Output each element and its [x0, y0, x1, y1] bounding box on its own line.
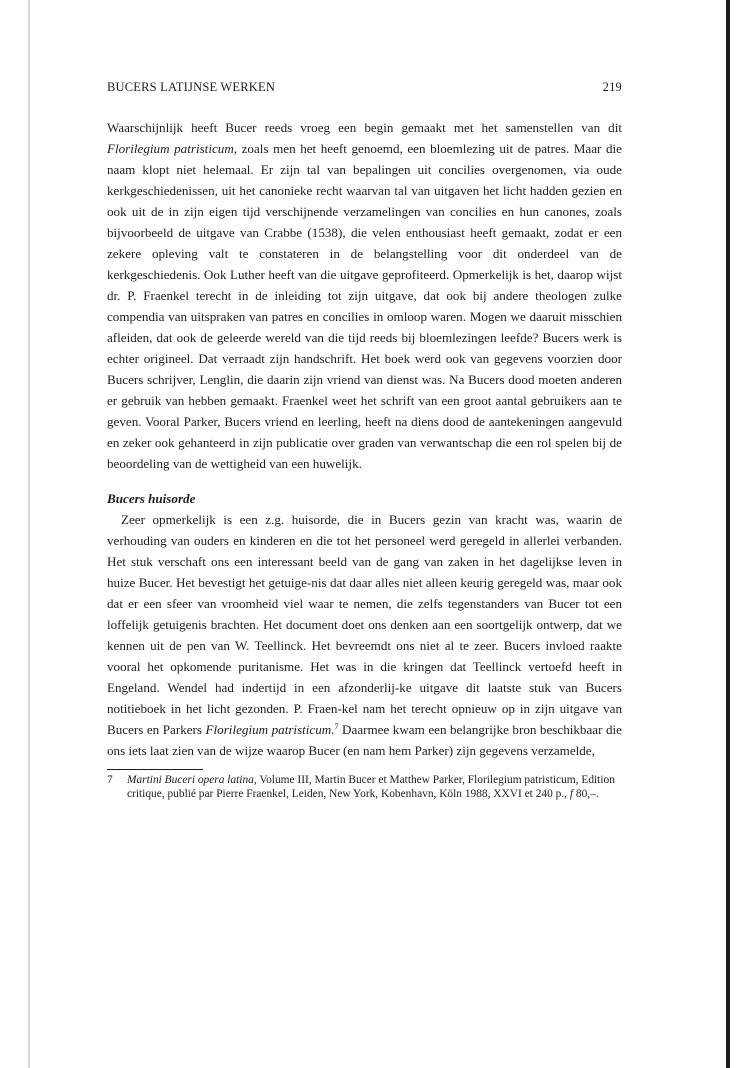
paragraph-2-work-title: Florilegium patristicum. [205, 722, 335, 737]
paragraph-1 [107, 117, 622, 474]
footnote [107, 774, 622, 801]
footnote-body: Volume III, Martin Bucer et Matthew Parker, Florilegium patristicum, Edition critique, publié par Pierre Fraenkel, Leiden, New York, Kobenhavn, Köln 1988, XXVI et 240 p., [127, 774, 615, 800]
running-header [107, 80, 622, 96]
footnote-divider [107, 769, 203, 770]
section-heading: Bucers huisorde [107, 491, 196, 506]
book-page [107, 80, 622, 801]
body-text [107, 117, 622, 761]
paragraph-1-work-title: Florilegium patristicum, [107, 141, 238, 156]
footnote-text [127, 774, 622, 801]
footnote-work-title: Martini Buceri opera latina, [127, 774, 257, 786]
paragraph-2-text-a: Zeer opmerkelijk is een z.g. huisorde, die in Bucers gezin van kracht was, waarin de verhouding van ouders en kinderen en die tot het personeel werd geregeld in allerlei verbanden. Het stuk verschaft ons een interessant beeld van de gang van zaken in het dagelijkse leven in huize Bucer. Het bevestigt het getuige-nis dat daar alles niet alleen keurig geregeld was, maar ook dat er een sfeer van vroomheid viel waar te nemen, die zelfs tegenstanders van Bucer tot een loffelijk getuigenis brachten. Het document doet ons denken aan een soortgelijk ontwerp, dat we kennen uit de pen van W. Teellinck. Het bevreemdt ons niet al te zeer. Bucers invloed raakte vooral het opkomende puritanisme. Het was in die kringen dat Teellinck vertoefd heeft in Engeland. Wendel had indertijd in een afzonderlij-ke uitgave dit laatste stuk van Bucers notitieboek in het licht gezonden. P. Fraen-kel nam het terecht opnieuw op in zijn uitgave van Bucers en Parkers [107, 512, 622, 737]
paragraph-1-text-a: Waarschijnlijk heeft Bucer reeds vroeg een begin gemaakt met het samenstellen van dit [107, 120, 622, 135]
running-title: BUCERS LATIJNSE WERKEN [107, 80, 276, 94]
footnote-number: 7 [107, 774, 113, 786]
scan-edge-right [726, 0, 730, 1068]
page-number: 219 [602, 80, 622, 94]
scan-edge-left [28, 0, 30, 1068]
footnote-price-symbol: f [569, 787, 574, 800]
paragraph-2-text-b: Daarmee kwam een belangrijke bron beschikbaar die ons iets laat zien van de wijze waarop Bucer (en nam hem Parker) zijn gegevens verzamelde, [107, 722, 622, 758]
paragraph-2 [107, 509, 622, 761]
footnote-price: 80,–. [573, 787, 599, 800]
footnote-reference[interactable]: 7 [334, 722, 339, 731]
paragraph-1-text-b: zoals men het heeft genoemd, een bloemlezing uit de patres. Maar die naam klopt niet helemaal. Er zijn tal van bepalingen uit concilies overgenomen, via oude kerkgeschiedenissen, uit het canonieke recht waarvan tal van uitgaven het licht hadden gezien en ook uit de in zijn eigen tijd verschijnende verzamelingen van concilies en hun canones, zoals bijvoorbeeld de uitgave van Crabbe (1538), die velen enthousiast heeft gemaakt, zodat er een zekere opleving valt te constateren in de belangstelling voor dit onderdeel van de kerkgeschiedenis. Ook Luther heeft van die uitgave geprofiteerd. Opmerkelijk is het, daarop wijst dr. P. Fraenkel terecht in de inleiding tot zijn uitgave, dat ook bij andere theologen zulke compendia van uitspraken van patres en concilies in omloop waren. Mogen we daaruit misschien afleiden, dat ook de geleerde wereld van die tijd reeds bij bloemlezingen leefde? Bucers werk is echter origineel. Dat verraadt zijn handschrift. Het boek werd ook van gegevens voorzien door Bucers schrijver, Lenglin, die daarin zijn vriend van dienst was. Na Bucers dood moeten anderen er gebruik van hebben gemaakt. Fraenkel weet het schrift van een groot aantal gebruikers aan te geven. Vooral Parker, Bucers vriend en leerling, heeft na diens dood de aantekeningen aangevuld en zeker ook gehanteerd in zijn publicatie over graden van verwantschap die een rol spelen bij de beoordeling van de wettigheid van een huwelijk. [107, 141, 622, 471]
